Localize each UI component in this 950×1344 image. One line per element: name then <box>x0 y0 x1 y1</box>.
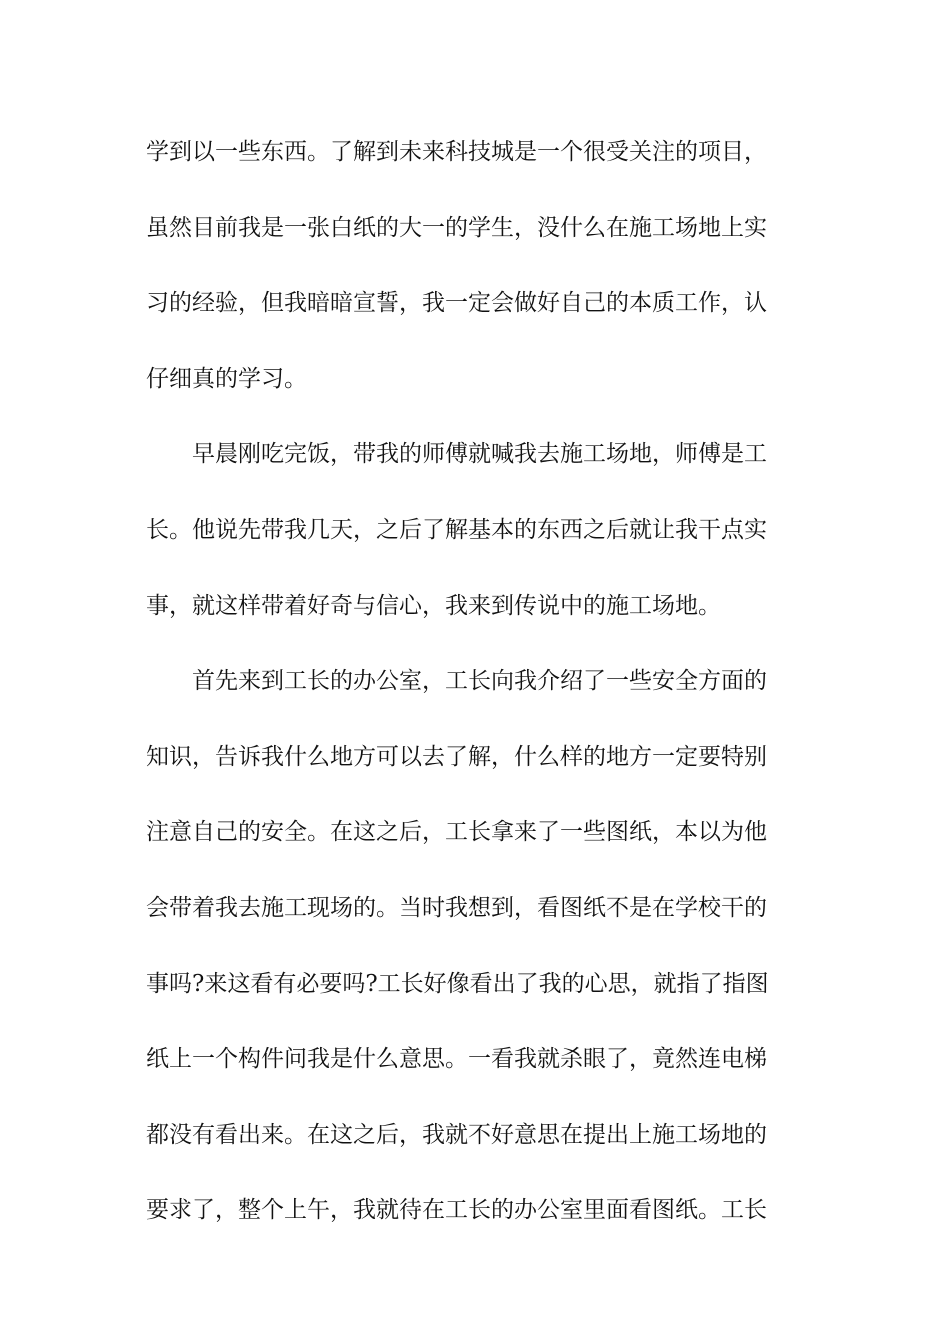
text-line: 学到以一些东西。了解到未来科技城是一个很受关注的项目， <box>146 139 767 165</box>
text-line: 事，就这样带着好奇与信心，我来到传说中的施工场地。 <box>146 592 721 619</box>
text-line: 都没有看出来。在这之后，我就不好意思在提出上施工场地的 <box>146 1121 767 1148</box>
text-line: 长。他说先带我几天，之后了解基本的东西之后就让我干点实 <box>146 516 767 543</box>
text-line: 知识，告诉我什么地方可以去了解，什么样的地方一定要特别 <box>146 743 767 770</box>
body-text <box>146 129 806 1263</box>
text-line: 虽然目前我是一张白纸的大一的学生，没什么在施工场地上实 <box>146 214 767 241</box>
text-line: 仔细真的学习。 <box>146 365 307 392</box>
paragraph-start-line: 首先来到工长的办公室，工长向我介绍了一些安全方面的 <box>192 668 767 695</box>
text-line: 事吗?来这看有必要吗?工长好像看出了我的心思，就指了指图 <box>146 970 769 997</box>
text-line: 要求了，整个上午，我就待在工长的办公室里面看图纸。工长 <box>146 1197 767 1224</box>
text-line: 注意自己的安全。在这之后，工长拿来了一些图纸，本以为他 <box>146 819 767 846</box>
text-line: 习的经验，但我暗暗宣誓，我一定会做好自己的本质工作，认 <box>146 290 767 317</box>
text-line: 会带着我去施工现场的。当时我想到，看图纸不是在学校干的 <box>146 894 767 921</box>
paragraph-start-line: 早晨刚吃完饭，带我的师傅就喊我去施工场地，师傅是工 <box>192 441 767 468</box>
text-line: 纸上一个构件问我是什么意思。一看我就杀眼了，竟然连电梯 <box>146 1046 767 1073</box>
